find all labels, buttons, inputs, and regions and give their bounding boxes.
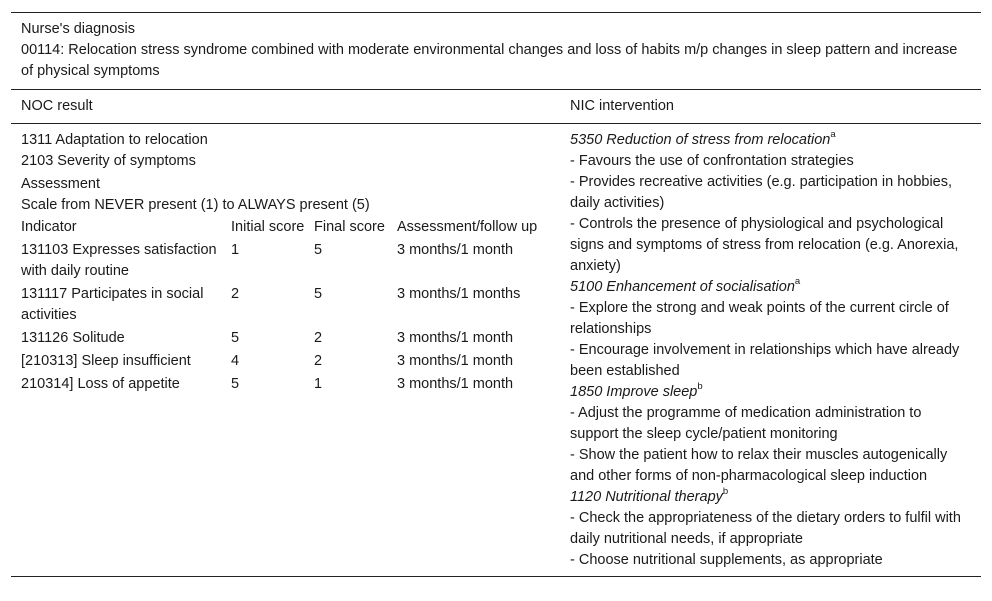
final-score-col-header: Final score xyxy=(314,219,385,235)
intervention-item: - Encourage involvement in relationships which have already been established xyxy=(570,342,960,379)
initial-score-cell: 2 xyxy=(231,286,240,302)
table-row xyxy=(21,372,547,395)
intervention-item: - Controls the presence of physiological and psychological signs and symptoms of stress from relocation (e.g. Anorexia, anxiety) xyxy=(570,216,959,274)
diagnosis-text: 00114: Relocation stress syndrome combined with moderate environmental changes and loss of habits m/p changes in sleep pattern and increase of physical symptoms xyxy=(21,42,958,79)
final-score-cell: 5 xyxy=(314,242,323,258)
column-headers xyxy=(11,90,981,123)
assessment-scale: Scale from NEVER present (1) to ALWAYS present (5) xyxy=(21,197,370,213)
table-body xyxy=(11,124,981,571)
noc-column xyxy=(21,130,570,571)
final-score-cell: 2 xyxy=(314,353,323,369)
nic-intervention xyxy=(570,130,970,277)
noc-header: NOC result xyxy=(21,98,93,114)
table-row xyxy=(21,326,547,349)
followup-cell: 3 months/1 month xyxy=(397,353,514,369)
followup-cell: 3 months/1 month xyxy=(397,330,514,346)
nic-intervention xyxy=(570,487,970,571)
indicator-header-row xyxy=(21,217,547,238)
intervention-item: - Check the appropriateness of the dietary orders to fulfil with daily nutritional needs, if appropriate xyxy=(570,510,961,547)
followup-col-header: Assessment/follow up xyxy=(397,219,538,235)
indicator-cell: [210313] Sleep insufficient xyxy=(21,353,191,369)
nic-intervention xyxy=(570,382,970,487)
table-row xyxy=(21,282,547,326)
footnote-marker: a xyxy=(794,276,801,288)
intervention-title: 1120 Nutritional therapy$^b$ xyxy=(570,486,729,505)
initial-score-col-header: Initial score xyxy=(231,219,305,235)
intervention-item: - Favours the use of confrontation strategies xyxy=(570,153,854,169)
intervention-item: - Explore the strong and weak points of the current circle of relationships xyxy=(570,300,949,337)
intervention-item: - Show the patient how to relax their muscles autogenically and other forms of non-pharmacological sleep induction xyxy=(570,447,948,484)
intervention-item: - Choose nutritional supplements, as appropriate xyxy=(570,552,883,568)
followup-cell: 3 months/1 months xyxy=(397,286,521,302)
footnote-marker: b xyxy=(722,486,729,498)
initial-score-cell: 4 xyxy=(231,353,240,369)
final-score-cell: 2 xyxy=(314,330,323,346)
initial-score-cell: 1 xyxy=(231,242,240,258)
diagnosis-label: Nurse's diagnosis xyxy=(21,21,135,37)
indicator-cell: 131126 Solitude xyxy=(21,330,125,346)
footnote-marker: b xyxy=(697,381,703,393)
initial-score-cell: 5 xyxy=(231,376,240,392)
indicator-cell: 131103 Expresses satisfaction with daily routine xyxy=(21,242,217,279)
indicator-col-header: Indicator xyxy=(21,219,77,235)
indicator-cell: 210314] Loss of appetite xyxy=(21,376,180,392)
intervention-title: 5350 Reduction of stress from relocation$^a$ xyxy=(570,129,836,148)
nic-intervention xyxy=(570,277,970,382)
intervention-title: 5100 Enhancement of socialisation$^a$ xyxy=(570,276,801,295)
followup-cell: 3 months/1 month xyxy=(397,376,514,392)
intervention-title: 1850 Improve sleep$^b$ xyxy=(570,381,703,400)
intervention-item: - Provides recreative activities (e.g. participation in hobbies, daily activities) xyxy=(570,174,953,211)
nic-column xyxy=(570,130,970,571)
intervention-item: - Adjust the programme of medication administration to support the sleep cycle/patient monitoring xyxy=(570,405,922,442)
noc-result: 2103 Severity of symptoms xyxy=(21,153,196,169)
final-score-cell: 5 xyxy=(314,286,323,302)
bottom-rule xyxy=(11,576,981,577)
diagnosis-section xyxy=(11,13,981,89)
indicator-cell: 131117 Participates in social activities xyxy=(21,286,204,323)
followup-cell: 3 months/1 month xyxy=(397,242,514,258)
footnote-marker: a xyxy=(830,129,836,141)
indicator-table xyxy=(21,217,547,395)
table-row xyxy=(21,349,547,372)
initial-score-cell: 5 xyxy=(231,330,240,346)
assessment-label: Assessment xyxy=(21,176,100,192)
noc-result: 1311 Adaptation to relocation xyxy=(21,132,208,148)
nic-header: NIC intervention xyxy=(570,98,674,114)
final-score-cell: 1 xyxy=(314,376,323,392)
table-row xyxy=(21,238,547,282)
care-plan-table xyxy=(11,12,981,577)
